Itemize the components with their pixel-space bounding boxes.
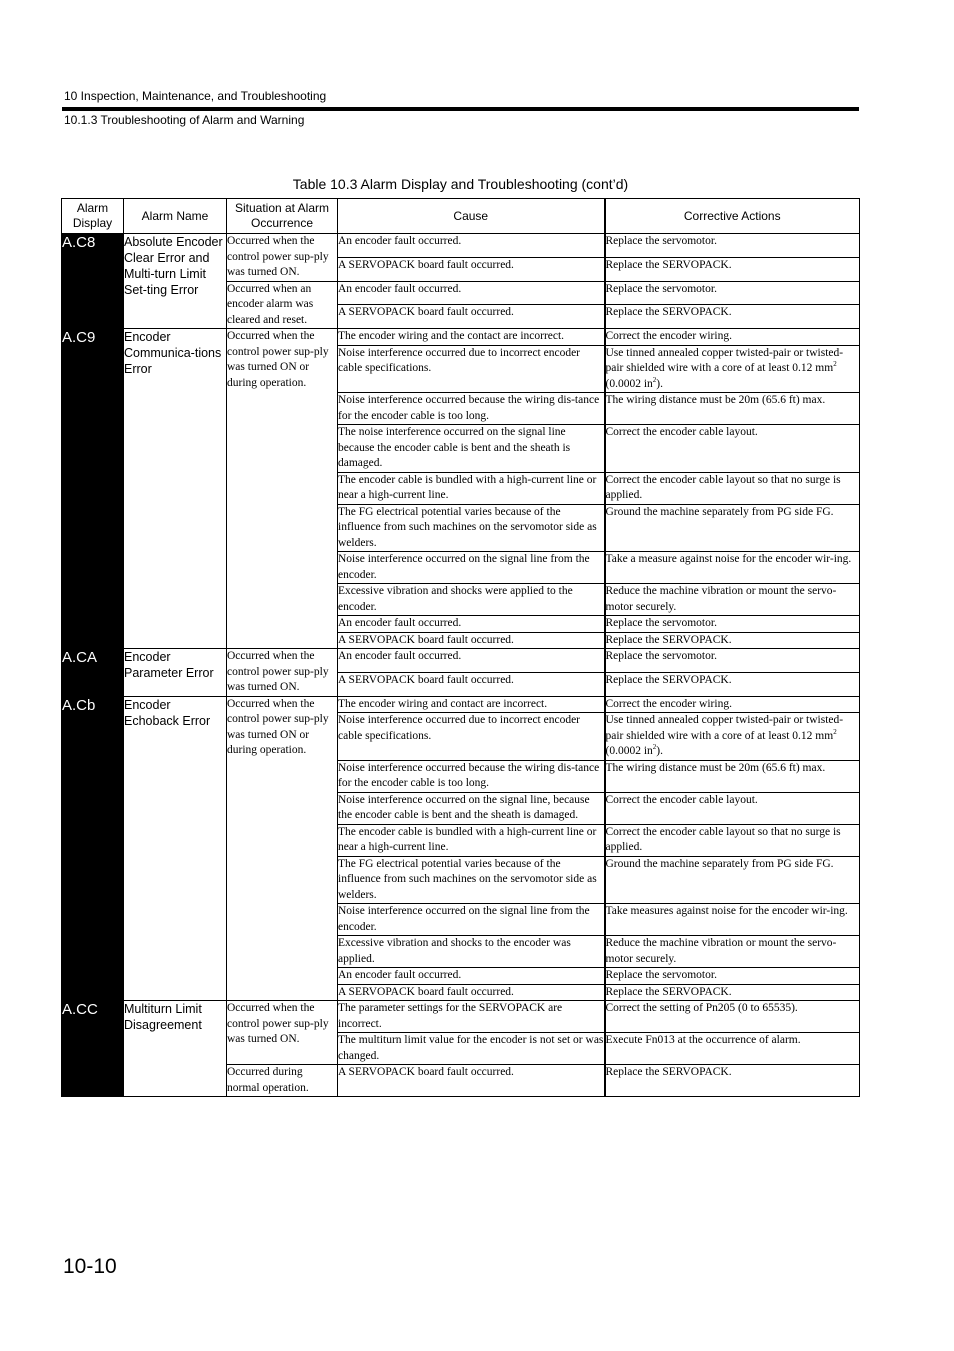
table-body — [62, 234, 860, 1097]
alarm-situation: Occurred when the control power sup-ply was turned ON or during operation. — [227, 696, 338, 1001]
cause-cell: A SERVOPACK board fault occurred. — [338, 305, 605, 329]
table-row — [62, 649, 860, 673]
alarm-name: Multiturn Limit Disagreement — [124, 1001, 227, 1097]
corrective-action-cell: Reduce the machine vibration or mount the servo-motor securely. — [605, 936, 860, 968]
alarm-situation: Occurred when the control power sup-ply was turned ON. — [227, 649, 338, 697]
header-rule — [62, 107, 859, 111]
page-number: 10-10 — [63, 1255, 117, 1278]
action-text: Use tinned annealed copper twisted-pair or twisted-pair shielded wire with a core of at least 0.12 mm — [605, 346, 844, 374]
col-header-situation: Situation at Alarm Occurrence — [227, 199, 338, 234]
corrective-action-cell: Replace the SERVOPACK. — [605, 1065, 860, 1097]
corrective-action-cell: Correct the encoder cable layout so that no surge is applied. — [605, 824, 860, 856]
corrective-action-cell: Replace the servomotor. — [605, 234, 860, 258]
cause-cell: Excessive vibration and shocks were applied to the encoder. — [338, 584, 605, 616]
corrective-action-cell: Take measures against noise for the encoder wir-ing. — [605, 904, 860, 936]
section-header: 10.1.3 Troubleshooting of Alarm and Warning — [64, 113, 305, 127]
corrective-action-cell: The wiring distance must be 20m (65.6 ft) max. — [605, 393, 860, 425]
alarm-name: Encoder Parameter Error — [124, 649, 227, 697]
alarm-code: A.Cb — [62, 696, 124, 1001]
corrective-action-cell: Execute Fn013 at the occurrence of alarm. — [605, 1033, 860, 1065]
cause-cell: A SERVOPACK board fault occurred. — [338, 257, 605, 281]
chapter-header: 10 Inspection, Maintenance, and Troubleshooting — [64, 89, 327, 103]
cause-cell: The noise interference occurred on the signal line because the encoder cable is bent and the sheath is damaged. — [338, 425, 605, 473]
alarm-situation: Occurred when the control power sup-ply was turned ON. — [227, 1001, 338, 1065]
corrective-action-cell — [605, 713, 860, 761]
superscript: 2 — [652, 743, 657, 752]
action-text: ). — [656, 745, 663, 757]
table-header-row — [62, 199, 860, 234]
corrective-action-cell: Replace the servomotor. — [605, 616, 860, 633]
cause-cell: Noise interference occurred on the signal line, because the encoder cable is bent and the sheath is damaged. — [338, 792, 605, 824]
corrective-action-cell: Correct the encoder cable layout. — [605, 792, 860, 824]
col-header-alarm-display: Alarm Display — [62, 199, 124, 234]
col-header-corrective-actions: Corrective Actions — [605, 199, 860, 234]
table-row — [62, 1001, 860, 1033]
table-row — [62, 234, 860, 258]
alarm-code: A.C9 — [62, 329, 124, 649]
corrective-action-cell: The wiring distance must be 20m (65.6 ft) max. — [605, 760, 860, 792]
superscript: 2 — [833, 360, 837, 369]
corrective-action-cell: Correct the encoder wiring. — [605, 696, 860, 713]
corrective-action-cell: Replace the SERVOPACK. — [605, 672, 860, 696]
cause-cell: The encoder cable is bundled with a high-current line or near a high-current line. — [338, 472, 605, 504]
cause-cell: A SERVOPACK board fault occurred. — [338, 632, 605, 649]
corrective-action-cell — [605, 345, 860, 393]
cause-cell: Noise interference occurred on the signal line from the encoder. — [338, 904, 605, 936]
alarm-name: Encoder Echoback Error — [124, 696, 227, 1001]
alarm-code: A.CC — [62, 1001, 124, 1097]
cause-cell: An encoder fault occurred. — [338, 649, 605, 673]
alarm-table — [61, 198, 860, 1097]
alarm-situation: Occurred when the control power sup-ply was turned ON. — [227, 234, 338, 282]
alarm-name: Encoder Communica-tions Error — [124, 329, 227, 649]
corrective-action-cell: Replace the SERVOPACK. — [605, 257, 860, 281]
alarm-situation: Occurred when an encoder alarm was cleared and reset. — [227, 281, 338, 329]
action-text: (0.0002 in — [605, 377, 653, 390]
corrective-action-cell: Replace the servomotor. — [605, 281, 860, 305]
superscript: 2 — [652, 375, 657, 384]
corrective-action-cell: Correct the encoder cable layout. — [605, 425, 860, 473]
col-header-cause: Cause — [338, 199, 605, 234]
corrective-action-cell: Correct the encoder wiring. — [605, 329, 860, 346]
alarm-code: A.CA — [62, 649, 124, 697]
cause-cell: The parameter settings for the SERVOPACK are incorrect. — [338, 1001, 605, 1033]
action-text: ). — [656, 377, 663, 390]
table-caption: Table 10.3 Alarm Display and Troubleshooting (cont’d) — [292, 176, 629, 192]
action-text: (0.0002 in — [605, 745, 653, 757]
cause-cell: The encoder cable is bundled with a high-current line or near a high-current line. — [338, 824, 605, 856]
corrective-action-cell: Reduce the machine vibration or mount the servo-motor securely. — [605, 584, 860, 616]
alarm-code: A.C8 — [62, 234, 124, 329]
superscript: 2 — [833, 727, 837, 736]
corrective-action-cell: Replace the SERVOPACK. — [605, 984, 860, 1001]
table-row — [62, 329, 860, 346]
cause-cell: An encoder fault occurred. — [338, 281, 605, 305]
cause-cell: An encoder fault occurred. — [338, 616, 605, 633]
alarm-name: Absolute Encoder Clear Error and Multi-turn Limit Set-ting Error — [124, 234, 227, 329]
alarm-situation: Occurred when the control power sup-ply was turned ON or during operation. — [227, 329, 338, 649]
cause-cell: The encoder wiring and the contact are incorrect. — [338, 329, 605, 346]
cause-cell: Noise interference occurred due to incorrect encoder cable specifications. — [338, 713, 605, 761]
corrective-action-cell: Correct the setting of Pn205 (0 to 65535). — [605, 1001, 860, 1033]
cause-cell: The multiturn limit value for the encoder is not set or was changed. — [338, 1033, 605, 1065]
cause-cell: Noise interference occurred because the wiring dis-tance for the encoder cable is too long. — [338, 393, 605, 425]
corrective-action-cell: Replace the servomotor. — [605, 649, 860, 673]
action-text: Use tinned annealed copper twisted-pair or twisted-pair shielded wire with a core of at least 0.12 mm — [605, 714, 844, 742]
cause-cell: Noise interference occurred due to incorrect encoder cable specifications. — [338, 345, 605, 393]
cause-cell: The FG electrical potential varies because of the influence from such machines on the servomotor side as welders. — [338, 856, 605, 904]
corrective-action-cell: Replace the servomotor. — [605, 968, 860, 985]
cause-cell: A SERVOPACK board fault occurred. — [338, 1065, 605, 1097]
cause-cell: An encoder fault occurred. — [338, 234, 605, 258]
corrective-action-cell: Replace the SERVOPACK. — [605, 305, 860, 329]
cause-cell: Noise interference occurred because the wiring dis-tance for the encoder cable is too long. — [338, 760, 605, 792]
cause-cell: Excessive vibration and shocks to the encoder was applied. — [338, 936, 605, 968]
corrective-action-cell: Take a measure against noise for the encoder wir-ing. — [605, 552, 860, 584]
cause-cell: A SERVOPACK board fault occurred. — [338, 672, 605, 696]
corrective-action-cell: Correct the encoder cable layout so that no surge is applied. — [605, 472, 860, 504]
cause-cell: An encoder fault occurred. — [338, 968, 605, 985]
alarm-situation: Occurred during normal operation. — [227, 1065, 338, 1097]
corrective-action-cell: Ground the machine separately from PG side FG. — [605, 856, 860, 904]
cause-cell: Noise interference occurred on the signal line from the encoder. — [338, 552, 605, 584]
cause-cell: The encoder wiring and contact are incorrect. — [338, 696, 605, 713]
col-header-alarm-name: Alarm Name — [124, 199, 227, 234]
cause-cell: A SERVOPACK board fault occurred. — [338, 984, 605, 1001]
table-row — [62, 696, 860, 713]
cause-cell: The FG electrical potential varies because of the influence from such machines on the servomotor side as welders. — [338, 504, 605, 552]
corrective-action-cell: Ground the machine separately from PG side FG. — [605, 504, 860, 552]
corrective-action-cell: Replace the SERVOPACK. — [605, 632, 860, 649]
